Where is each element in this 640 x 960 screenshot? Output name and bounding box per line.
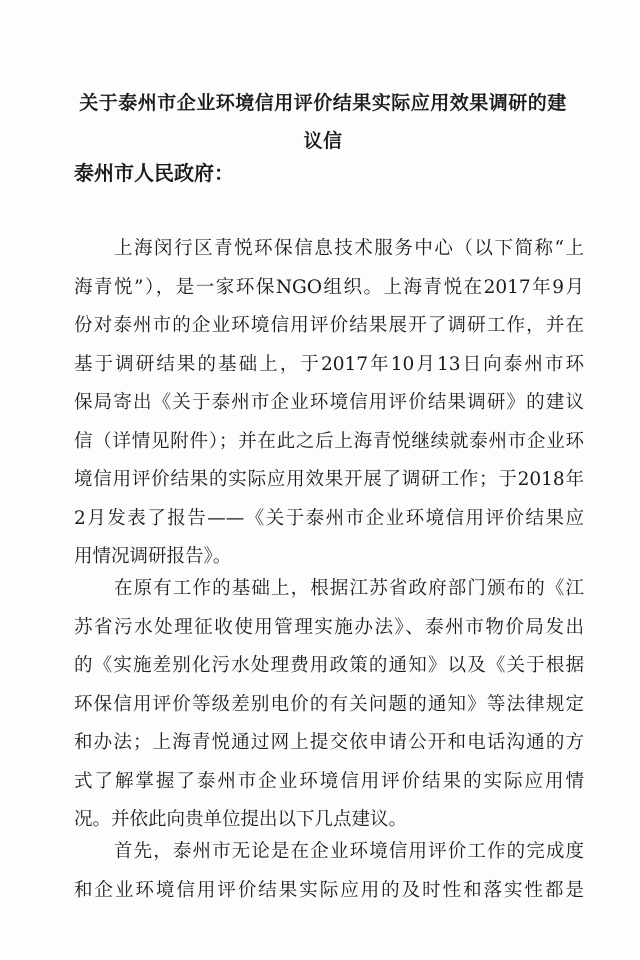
text-line: 2月发表了报告——《关于泰州市企业环境信用评价结果应 <box>74 507 584 529</box>
text-line: 环保信用评价等级差别电价的有关问题的通知》等法律规定 <box>74 693 584 715</box>
text-line: 境信用评价结果的实际应用效果开展了调研工作；于2018年 <box>74 469 584 490</box>
paragraph-3 <box>74 833 584 910</box>
text-line: 式了解掌握了泰州市企业环境信用评价结果的实际应用情 <box>74 770 584 792</box>
text-line: 用情况调研报告》。 <box>74 546 232 567</box>
text-line: 在原有工作的基础上，根据江苏省政府部门颁布的《江 <box>114 578 584 599</box>
paragraph-1 <box>74 230 584 577</box>
text-line: 的《实施差别化污水处理费用政策的通知》以及《关于根据 <box>74 655 584 676</box>
text-line: 首先，泰州市无论是在企业环境信用评价工作的完成度 <box>114 841 584 862</box>
text-line: 和办法；上海青悦通过网上提交依申请公开和电话沟通的方 <box>74 732 584 753</box>
text-line: 保局寄出《关于泰州市企业环境信用评价结果调研》的建议 <box>74 392 584 413</box>
title-line: 议信 <box>303 130 343 152</box>
text-line: 和企业环境信用评价结果实际应用的及时性和落实性都是 <box>74 879 584 901</box>
title-line: 关于泰州市企业环境信用评价结果实际应用效果调研的建 <box>79 92 567 114</box>
text-line: 信（详情见附件）；并在此之后上海青悦继续就泰州市企业环 <box>74 430 584 452</box>
text-line: 海青悦”），是一家环保NGO组织。上海青悦在2017年9月 <box>74 276 584 298</box>
document-title <box>70 84 576 160</box>
text-line: 基于调研结果的基础上，于2017年10月13日向泰州市环 <box>74 353 584 375</box>
text-line: 份对泰州市的企业环境信用评价结果展开了调研工作，并在 <box>74 315 584 336</box>
salutation: 泰州市人民政府： <box>74 161 234 185</box>
text-line: 况。并依此向贵单位提出以下几点建议。 <box>74 809 408 830</box>
text-line: 上海闵行区青悦环保信息技术服务中心（以下简称“上 <box>114 238 584 259</box>
paragraph-2 <box>74 570 584 840</box>
text-line: 苏省污水处理征收使用管理实施办法》、泰州市物价局发出 <box>74 616 584 638</box>
